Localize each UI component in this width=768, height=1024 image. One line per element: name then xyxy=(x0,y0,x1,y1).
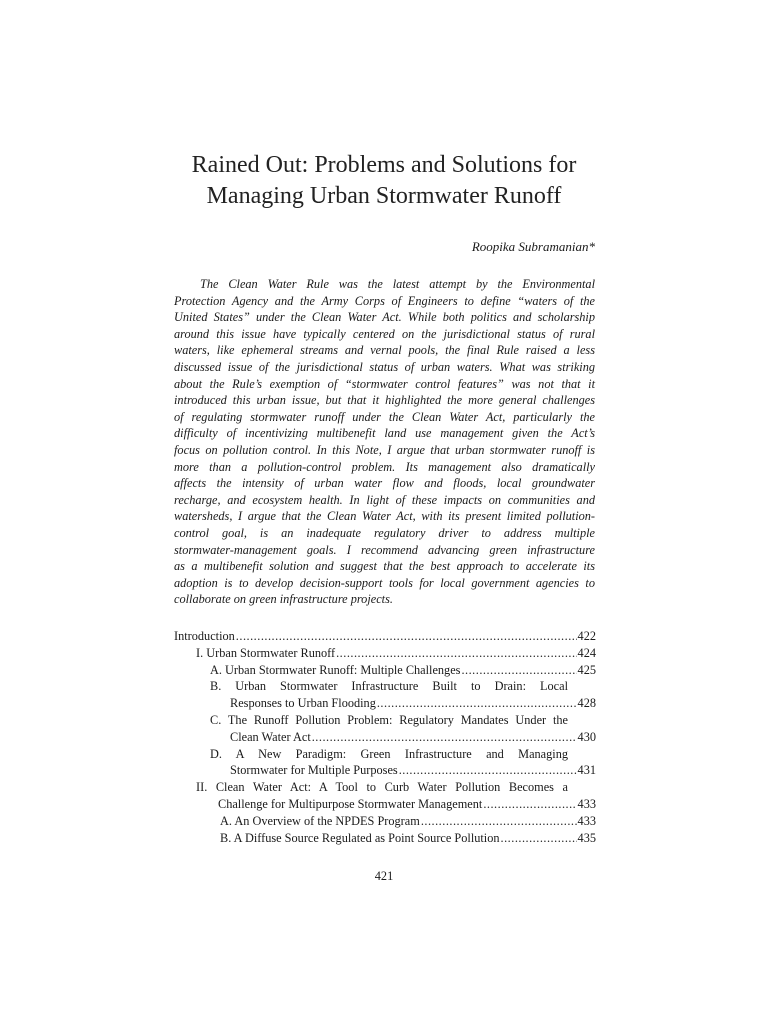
toc-entry-label: Responses to Urban Flooding xyxy=(230,696,376,711)
toc-leader-dots xyxy=(312,729,577,746)
abstract-line: focus on pollution control. In this Note, I argue that urban stormwater runoff is xyxy=(174,442,595,457)
toc-leader-dots xyxy=(501,830,577,847)
toc-entry-label: D. A New Paradigm: Green Infrastructure and Managing xyxy=(210,746,568,761)
abstract-line: introduced this urban issue, but that it highlighted the more general challenges xyxy=(174,393,595,408)
toc-entry-label: Clean Water Act xyxy=(230,729,311,744)
toc-entry xyxy=(174,628,596,645)
abstract-line: United States” under the Clean Water Act. While both politics and scholarship xyxy=(174,310,595,325)
toc-entry-page: 435 xyxy=(577,830,596,845)
toc-entry-page: 425 xyxy=(577,662,596,677)
abstract-line: watersheds, I argue that the Clean Water Act, with its present limited pollution- xyxy=(174,509,595,524)
toc-entry-page: 431 xyxy=(577,763,596,778)
abstract-line: as a multibenefit solution and suggest that the best approach to accelerate its xyxy=(174,559,595,574)
abstract-line: of regulating stormwater runoff under the Clean Water Act, particularly the xyxy=(174,409,595,424)
article-title xyxy=(100,150,668,212)
toc-leader-dots xyxy=(461,662,576,679)
title-line-1: Rained Out: Problems and Solutions for xyxy=(191,152,577,178)
abstract-line: adoption is to develop decision-support tools for local government agencies to xyxy=(174,575,595,590)
abstract-line: recharge, and ecosystem health. In light of these impacts on communities and xyxy=(174,492,595,507)
toc-entry-label: I. Urban Stormwater Runoff xyxy=(196,645,336,660)
toc-entry xyxy=(174,830,596,847)
abstract-line: difficulty of incentivizing multibenefit land use management given the Act’s xyxy=(174,426,595,441)
toc-entry-page: 433 xyxy=(577,813,596,828)
toc-leader-dots xyxy=(236,628,577,645)
abstract-line: about the Rule’s exemption of “stormwater control features” was not that it xyxy=(174,376,595,391)
toc-entry-page: 424 xyxy=(577,645,596,660)
toc-entry-continuation xyxy=(174,729,596,746)
toc-leader-dots xyxy=(336,645,576,662)
abstract-line: collaborate on green infrastructure projects. xyxy=(174,592,393,607)
toc-entry-label: B. A Diffuse Source Regulated as Point Source Pollution xyxy=(220,830,500,845)
toc-leader-dots xyxy=(377,695,577,712)
toc-entry-label: II. Clean Water Act: A Tool to Curb Water Pollution Becomes a xyxy=(196,780,568,795)
toc-leader-dots xyxy=(483,796,576,813)
toc-entry xyxy=(174,662,596,679)
abstract-line: discussed issue of the jurisdictional status of urban waters. What was striking xyxy=(174,359,595,374)
toc-entry-continuation xyxy=(174,796,596,813)
abstract-line: Protection Agency and the Army Corps of Engineers to define “waters of the xyxy=(174,293,595,308)
table-of-contents xyxy=(174,628,596,846)
toc-entry-label: Introduction xyxy=(174,629,235,643)
toc-entry xyxy=(174,678,596,695)
toc-entry-label: B. Urban Stormwater Infrastructure Built to Drain: Local xyxy=(210,679,568,694)
toc-entry-label: C. The Runoff Pollution Problem: Regulatory Mandates Under the xyxy=(210,712,568,727)
toc-entry-label: A. Urban Stormwater Runoff: Multiple Challenges xyxy=(210,662,461,677)
toc-entry-page: 430 xyxy=(577,729,596,744)
toc-entry xyxy=(174,746,596,763)
toc-entry-page: 428 xyxy=(577,696,596,711)
toc-entry xyxy=(174,813,596,830)
abstract-line: control goal, is an inadequate regulatory driver to address multiple xyxy=(174,525,595,540)
author-byline: Roopika Subramanian* xyxy=(471,239,595,254)
abstract-line: around this issue have typically centered on the jurisdictional status of rural xyxy=(174,326,595,341)
page-number: 421 xyxy=(374,869,394,883)
toc-entry-label: Challenge for Multipurpose Stormwater Management xyxy=(218,796,483,811)
abstract-line: more than a pollution-control problem. Its management also dramatically xyxy=(174,459,595,474)
abstract-line: affects the intensity of urban water flow and floods, local groundwater xyxy=(174,476,595,491)
toc-entry xyxy=(174,712,596,729)
abstract-line: waters, like ephemeral streams and vernal pools, the final Rule raised a less xyxy=(174,343,595,358)
toc-entry-continuation xyxy=(174,695,596,712)
toc-entry-page: 422 xyxy=(577,629,596,643)
title-line-2: Managing Urban Stormwater Runoff xyxy=(206,183,562,209)
toc-entry-continuation xyxy=(174,762,596,779)
toc-leader-dots xyxy=(421,813,577,830)
toc-entry-label: A. An Overview of the NPDES Program xyxy=(220,813,420,828)
toc-entry-page: 433 xyxy=(577,796,596,811)
toc-entry-label: Stormwater for Multiple Purposes xyxy=(230,763,398,778)
toc-entry xyxy=(174,645,596,662)
abstract-line: The Clean Water Rule was the latest attempt by the Environmental xyxy=(200,277,595,291)
abstract-line: stormwater-management goals. I recommend advancing green infrastructure xyxy=(174,542,595,557)
toc-leader-dots xyxy=(399,762,577,779)
toc-entry xyxy=(174,779,596,796)
abstract xyxy=(174,276,595,608)
